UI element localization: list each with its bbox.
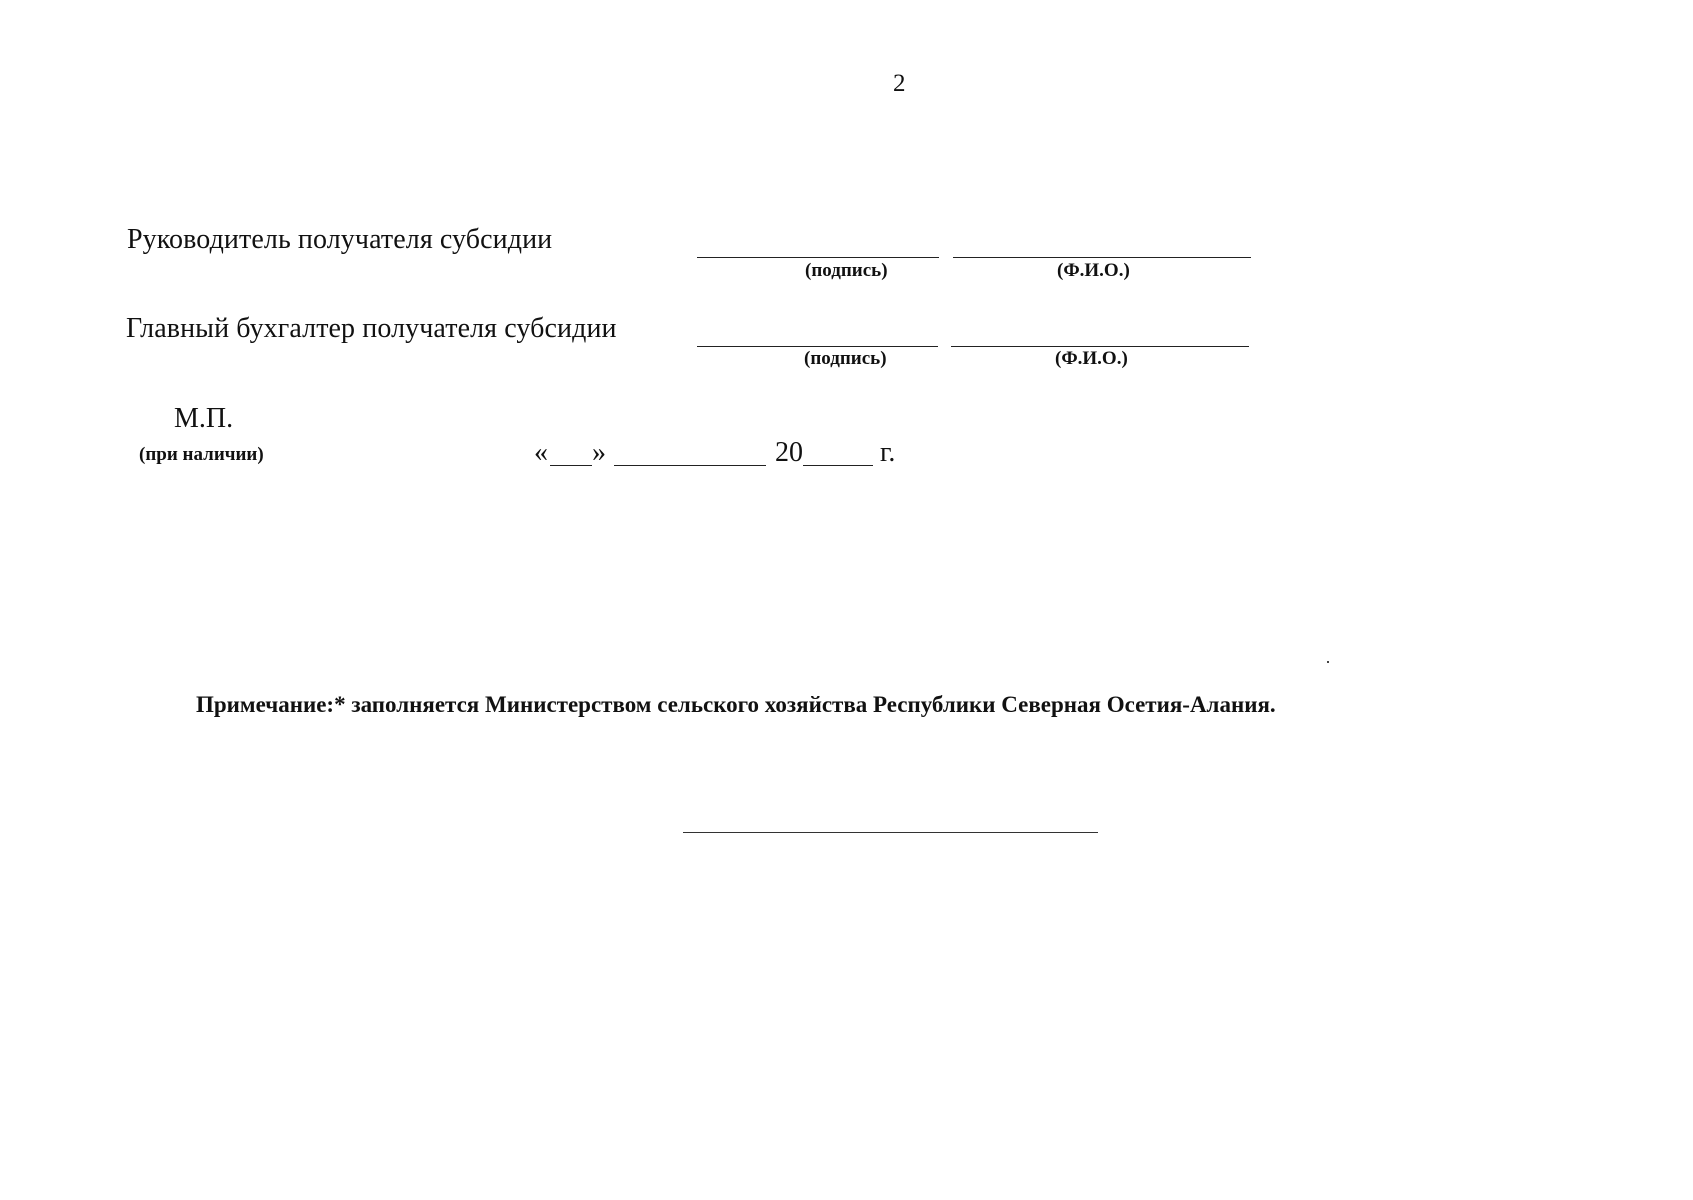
scan-speck: [1327, 661, 1329, 663]
date-day-blank: [550, 465, 592, 466]
footnote: Примечание:* заполняется Министерством сельского хозяйства Республики Северная Осетия-Алания.: [196, 692, 1276, 717]
date-century: 20: [775, 437, 803, 468]
name-line-chief-accountant: [951, 346, 1249, 347]
signatory-role-chief-accountant: Главный бухгалтер получателя субсидии: [126, 313, 617, 344]
name-caption-chief-accountant: (Ф.И.О.): [1055, 348, 1128, 369]
date-open-quote: «: [534, 437, 548, 468]
signature-line-chief-accountant: [697, 346, 938, 347]
signatory-role-head: Руководитель получателя субсидии: [127, 224, 553, 255]
signature-line-head: [697, 257, 939, 258]
document-end-rule: [683, 832, 1098, 833]
stamp-note: (при наличии): [139, 444, 264, 465]
date-month-blank: [614, 465, 766, 466]
date-year-suffix: г.: [880, 437, 896, 468]
name-caption-head: (Ф.И.О.): [1057, 260, 1130, 281]
page-number: 2: [893, 70, 906, 97]
signature-caption-chief-accountant: (подпись): [804, 348, 887, 369]
date-year-blank: [803, 465, 873, 466]
date-close-quote: »: [592, 437, 606, 468]
name-line-head: [953, 257, 1251, 258]
signature-caption-head: (подпись): [805, 260, 888, 281]
stamp-label: М.П.: [174, 403, 234, 434]
